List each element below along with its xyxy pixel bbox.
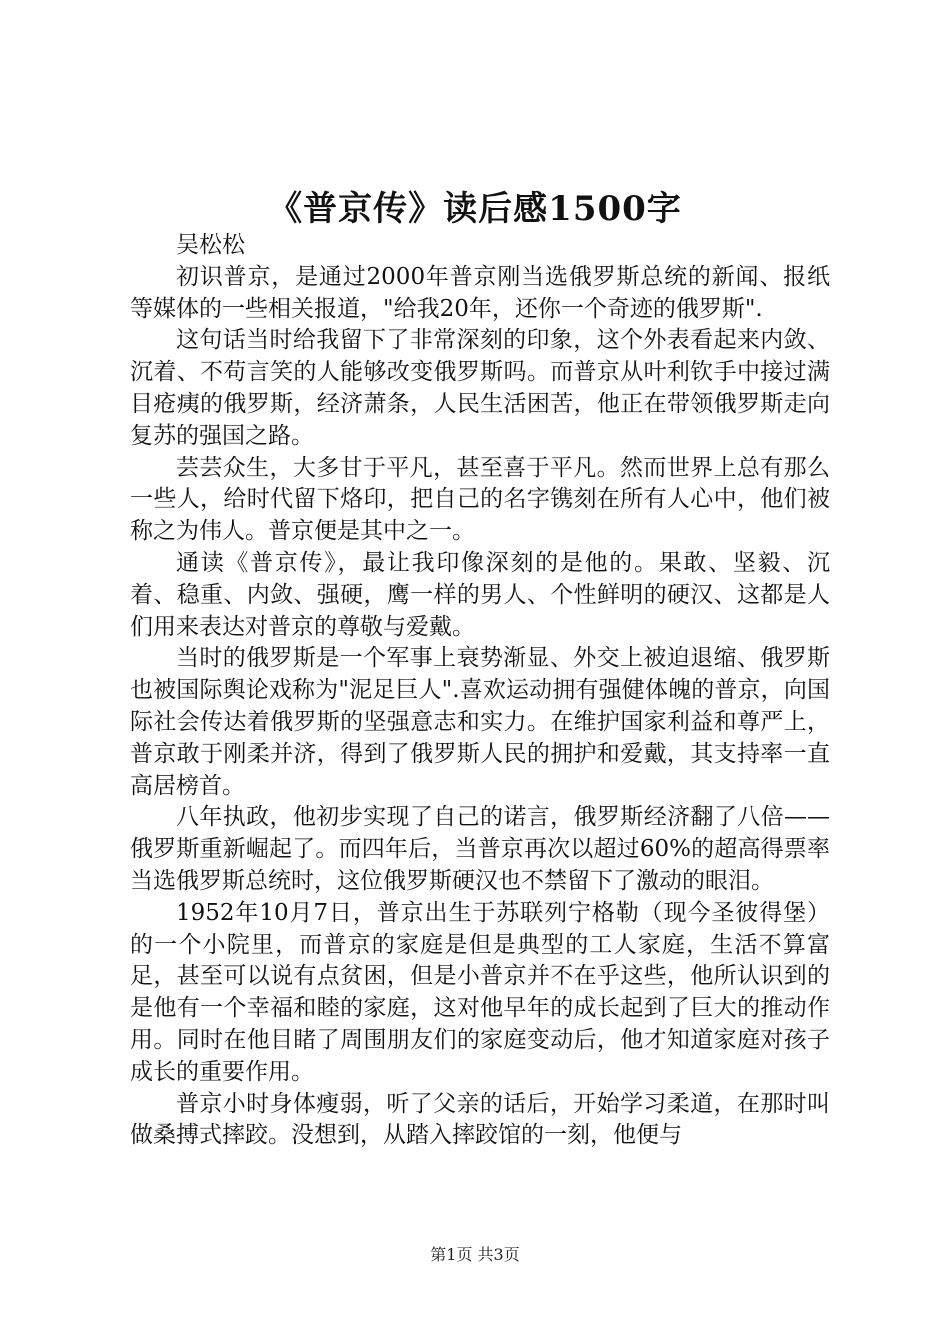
paragraph: 初识普京，是通过2000年普京刚当选俄罗斯总统的新闻、报纸等媒体的一些相关报道，"给我20年，还你一个奇迹的俄罗斯". (130, 263, 830, 322)
paragraph: 通读《普京传》，最让我印像深刻的是他的。果敢、坚毅、沉着、稳重、内敛、强硬，鹰一样的男人、个性鲜明的硬汉、这都是人们用来表达对普京的尊敬与爱戴。 (130, 549, 830, 640)
document-title: 《普京传》读后感1500字 (268, 189, 682, 229)
paragraph: 这句话当时给我留下了非常深刻的印象，这个外表看起来内敛、沉着、不苟言笑的人能够改变俄罗斯吗。而普京从叶利钦手中接过满目疮痍的俄罗斯，经济萧条，人民生活困苦，他正在带领俄罗斯走向复苏的强国之路。 (130, 327, 830, 449)
paragraph: 芸芸众生，大多甘于平凡，甚至喜于平凡。然而世界上总有那么一些人，给时代留下烙印，把自己的名字镌刻在所有人心中，他们被称之为伟人。普京便是其中之一。 (130, 454, 830, 545)
page-footer: 第1页 共3页 (430, 1245, 520, 1264)
paragraph: 当时的俄罗斯是一个军事上衰势渐显、外交上被迫退缩、俄罗斯也被国际舆论戏称为"泥足巨人".喜欢运动拥有强健体魄的普京，向国际社会传达着俄罗斯的坚强意志和实力。在维护国家利益和尊严上，普京敢于刚柔并济，得到了俄罗斯人民的拥护和爱戴，其支持率一直高居榜首。 (130, 645, 830, 799)
paragraph: 八年执政，他初步实现了自己的诺言，俄罗斯经济翻了八倍——俄罗斯重新崛起了。而四年后，当普京再次以超过60%的超高得票率当选俄罗斯总统时，这位俄罗斯硬汉也不禁留下了激动的眼泪。 (130, 804, 830, 894)
author-name: 吴松松 (176, 232, 245, 258)
paragraph: 1952年10月7日，普京出生于苏联列宁格勒（现今圣彼得堡）的一个小院里，而普京的家庭是但是典型的工人家庭，生活不算富足，甚至可以说有点贫困，但是小普京并不在乎这些，他所认识到的是他有一个幸福和睦的家庭，这对他早年的成长起到了巨大的推动作用。同时在他目睹了周围朋友们的家庭变动后，他才知道家庭对孩子成长的重要作用。 (130, 899, 830, 1085)
paragraph: 普京小时身体瘦弱，听了父亲的话后，开始学习柔道，在那时叫做桑搏式摔跤。没想到，从踏入摔跤馆的一刻，他便与 (130, 1090, 830, 1149)
document-body (130, 230, 830, 1152)
